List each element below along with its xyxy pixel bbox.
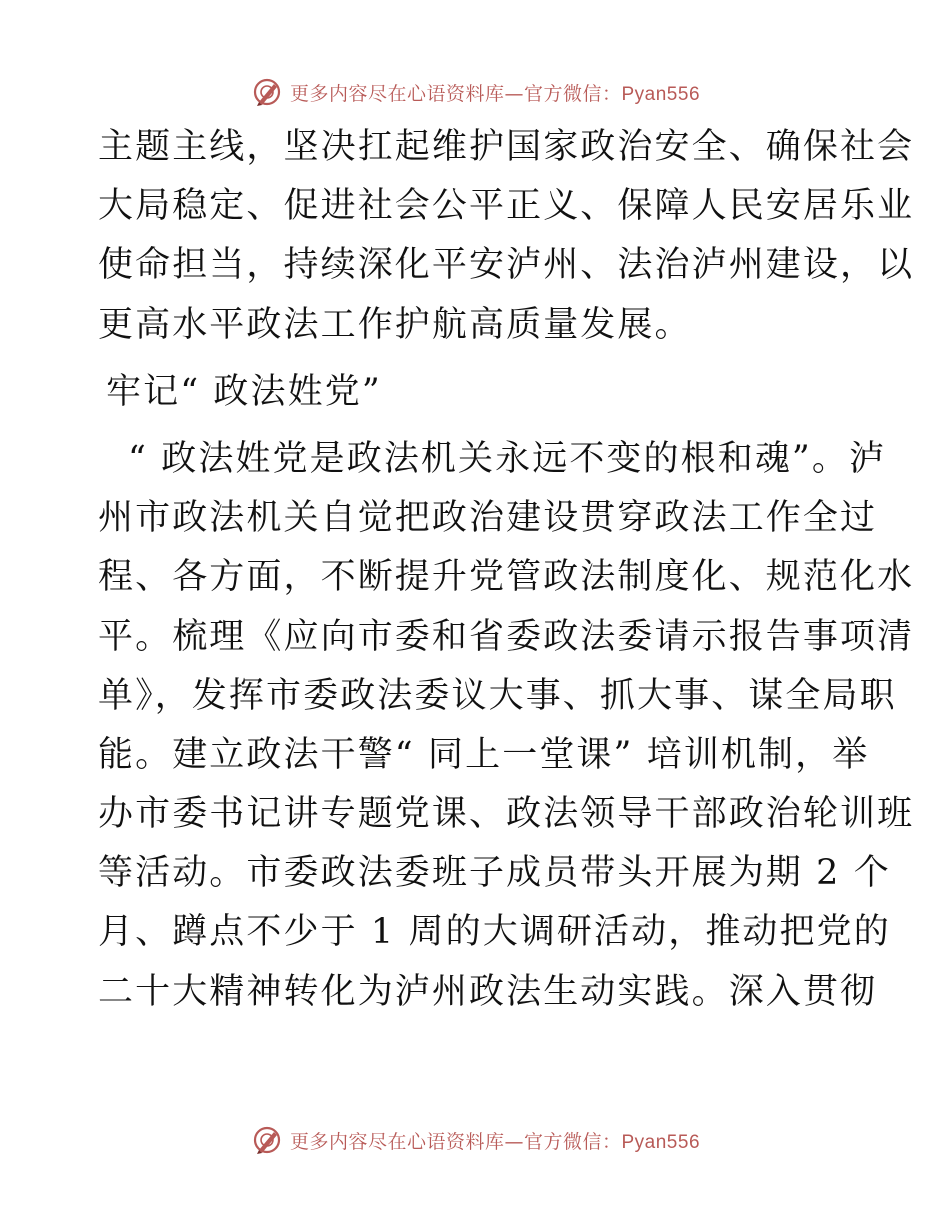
text-line: 能。建立政法干警“ 同上一堂课” 培训机制，举 bbox=[98, 734, 870, 775]
text-line: 平。梳理《应向市委和省委政法委请示报告事项清 bbox=[98, 616, 915, 657]
section-heading: 牢记“ 政法姓党” bbox=[106, 371, 382, 412]
text-line: 办市委书记讲专题党课、政法领导干部政治轮训班 bbox=[98, 794, 915, 835]
watermark-text: 更多内容尽在心语资料库—官方微信：Pyan556 bbox=[289, 82, 701, 105]
text-line: 主题主线，坚决扛起维护国家政治安全、确保社会 bbox=[98, 127, 915, 167]
header-watermark bbox=[0, 72, 950, 112]
paragraph-main bbox=[98, 430, 915, 1022]
text-line: 州市政法机关自觉把政治建设贯穿政法工作全过 bbox=[98, 498, 878, 539]
paragraph-intro bbox=[98, 118, 915, 355]
text-line: 使命担当，持续深化平安泸州、法治泸州建设，以 bbox=[98, 245, 915, 286]
wechat-id: Pyan556 bbox=[621, 1131, 701, 1153]
red-pen-logo-icon bbox=[250, 75, 284, 109]
footer-watermark bbox=[0, 1120, 950, 1160]
text-line: 更高水平政法工作护航高质量发展。 bbox=[98, 304, 692, 345]
text-line: 大局稳定、促进社会公平正义、保障人民安居乐业 bbox=[98, 186, 915, 227]
red-pen-logo-icon bbox=[250, 1123, 284, 1157]
document-body bbox=[98, 118, 915, 1022]
watermark-text: 更多内容尽在心语资料库—官方微信：Pyan556 bbox=[289, 1130, 701, 1153]
text-line: 月、蹲点不少于 1 周的大调研活动，推动把党的 bbox=[98, 912, 891, 953]
wechat-id: Pyan556 bbox=[621, 83, 701, 105]
text-line: 单》，发挥市委政法委议大事、抓大事、谋全局职 bbox=[98, 675, 897, 716]
text-line: 二十大精神转化为泸州政法生动实践。深入贯彻 bbox=[98, 971, 878, 1012]
text-line: 程、各方面，不断提升党管政法制度化、规范化水 bbox=[98, 557, 915, 598]
text-line: 等活动。市委政法委班子成员带头开展为期 2 个 bbox=[98, 853, 891, 894]
text-line: “ 政法姓党是政法机关永远不变的根和魂”。泸 bbox=[128, 438, 887, 479]
